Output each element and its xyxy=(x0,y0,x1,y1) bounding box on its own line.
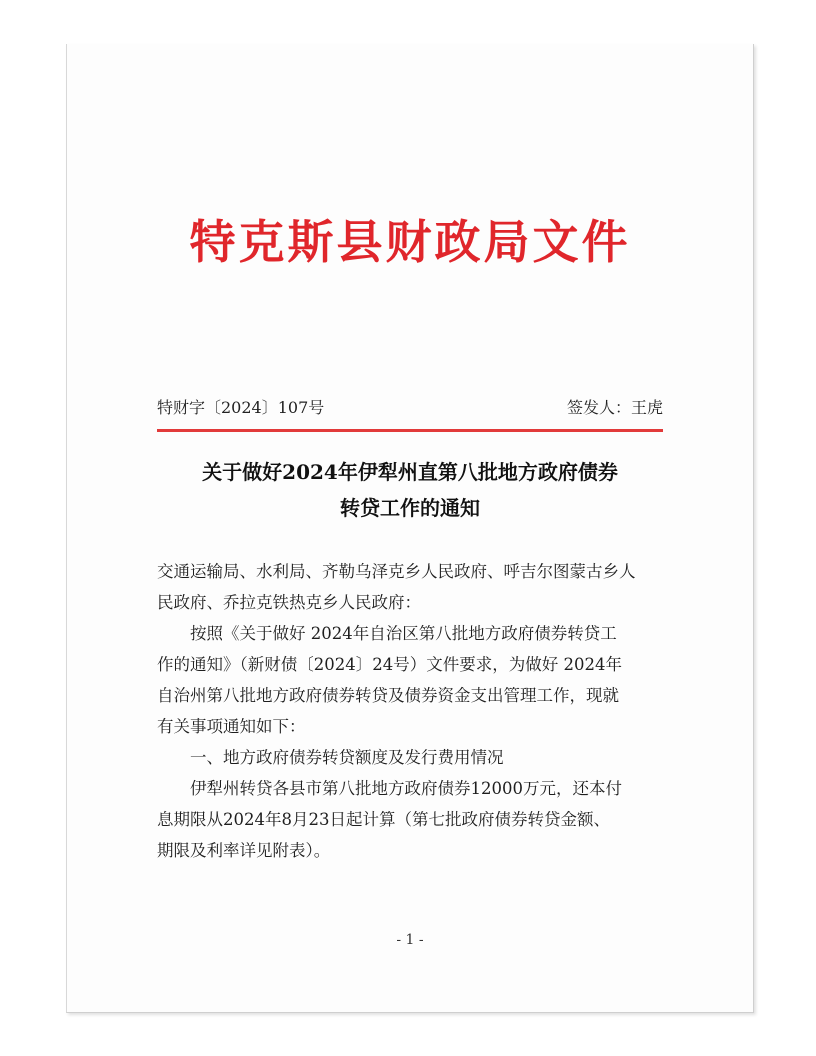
document-header: 特克斯县财政局文件 xyxy=(189,215,631,269)
paragraph-1-line-1: 按照《关于做好 2024年自治区第八批地方政府债券转贷工 xyxy=(190,624,617,643)
page-number: - 1 - xyxy=(396,932,424,948)
title-line-1: 关于做好2024年伊犁州直第八批地方政府债券 xyxy=(202,460,618,484)
meta-row xyxy=(157,394,663,422)
document-number: 特财字〔2024〕107号 xyxy=(157,398,325,417)
paragraph-1-line-2: 作的通知》（新财债〔2024〕24号）文件要求，为做好 2024年 xyxy=(157,655,622,674)
document-title xyxy=(127,454,693,526)
document-body xyxy=(157,556,665,866)
issuer: 签发人：王虎 xyxy=(566,398,663,417)
title-line-2: 转贷工作的通知 xyxy=(340,496,480,520)
recipients-line-2: 民政府、乔拉克铁热克乡人民政府： xyxy=(157,593,421,612)
paragraph-2-line-2: 息期限从2024年8月23日起计算（第七批政府债券转贷金额、 xyxy=(157,810,610,829)
paragraph-1-line-4: 有关事项通知如下： xyxy=(157,717,306,736)
paragraph-2-line-1: 伊犁州转贷各县市第八批地方政府债券12000万元，还本付 xyxy=(190,779,622,798)
paragraph-1-line-3: 自治州第八批地方政府债券转贷及债券资金支出管理工作，现就 xyxy=(157,686,619,705)
recipients-line-1: 交通运输局、水利局、齐勒乌泽克乡人民政府、呼吉尔图蒙古乡人 xyxy=(157,562,636,581)
red-divider xyxy=(157,429,663,432)
document-page xyxy=(66,44,754,1013)
section-1-heading: 一、地方政府债券转贷额度及发行费用情况 xyxy=(190,748,504,767)
paragraph-2-line-3: 期限及利率详见附表）。 xyxy=(157,841,331,860)
